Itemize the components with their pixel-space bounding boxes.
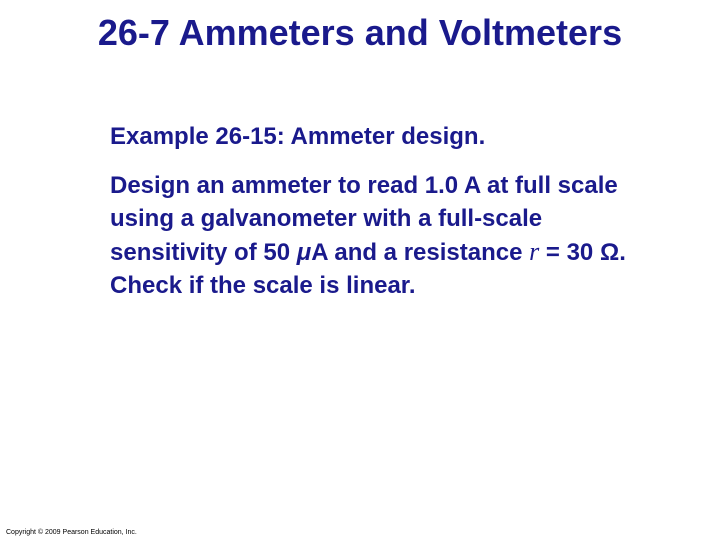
slide-content: [110, 120, 640, 302]
example-heading: Example 26-15: Ammeter design.: [110, 123, 486, 150]
slide-title: 26-7 Ammeters and Voltmeters: [97, 12, 623, 53]
copyright-notice: Copyright © 2009 Pearson Education, Inc.: [6, 529, 137, 536]
problem-text-1: Design an ammeter to read 1.0 A at full scale using a galvanometer with a full-scale sensitivity of 50: [110, 172, 618, 266]
problem-statement: [110, 169, 640, 302]
resistance-symbol: r: [529, 237, 540, 266]
problem-text-2: A and a resistance: [311, 239, 530, 266]
mu-symbol: μ: [296, 239, 312, 266]
problem-text-3: = 30 Ω. Check if the scale is linear.: [110, 239, 626, 299]
